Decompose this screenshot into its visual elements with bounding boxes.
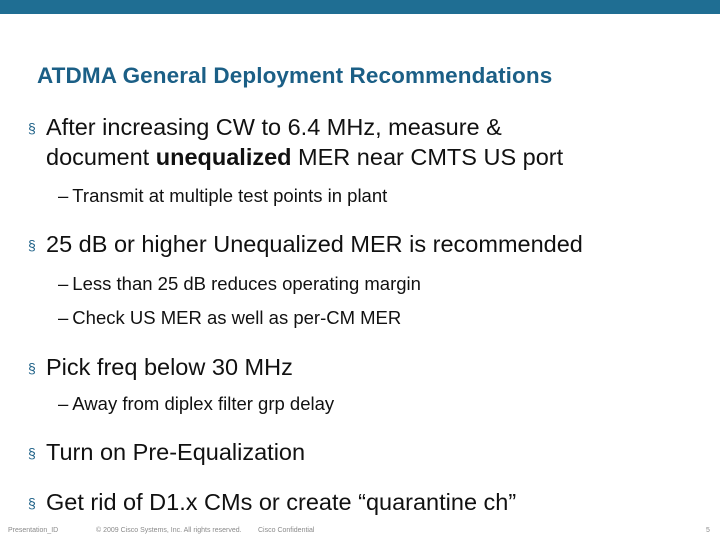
bullet-marker: § bbox=[28, 237, 36, 253]
emphasis-unequalized: unequalized bbox=[155, 144, 292, 170]
footer-presentation-id: Presentation_ID bbox=[8, 527, 59, 534]
footer-confidential: Cisco Confidential bbox=[258, 527, 315, 534]
slide-title: ATDMA General Deployment Recommendations bbox=[37, 63, 553, 88]
bullet-pre-equalization: § Turn on Pre-Equalization bbox=[28, 439, 306, 465]
bullet-marker: § bbox=[28, 360, 36, 376]
bullet-marker: § bbox=[28, 445, 36, 461]
footer-page-number: 5 bbox=[706, 527, 710, 534]
sub-bullet-margin: – Less than 25 dB reduces operating margin bbox=[58, 273, 421, 294]
bullet-mer-threshold: § 25 dB or higher Unequalized MER is recommended bbox=[28, 231, 583, 257]
bullet-pick-freq: § Pick freq below 30 MHz bbox=[28, 354, 293, 380]
sub-bullet-diplex: – Away from diplex filter grp delay bbox=[58, 393, 335, 414]
bullet-d1x-cms: § Get rid of D1.x CMs or create “quarantine ch” bbox=[28, 489, 517, 515]
bullet-line-1: After increasing CW to 6.4 MHz, measure & bbox=[46, 114, 502, 140]
bullet-cw-measure bbox=[28, 112, 563, 172]
sub-bullet-check-mer: – Check US MER as well as per-CM MER bbox=[58, 307, 402, 328]
top-bar bbox=[0, 0, 720, 14]
bullet-line-2: document unequalized MER near CMTS US port bbox=[46, 144, 564, 170]
footer-copyright: © 2009 Cisco Systems, Inc. All rights reserved. bbox=[96, 527, 242, 534]
bullet-marker: § bbox=[28, 120, 36, 136]
bullet-marker: § bbox=[28, 495, 36, 511]
sub-bullet-test-points: – Transmit at multiple test points in plant bbox=[58, 185, 388, 206]
